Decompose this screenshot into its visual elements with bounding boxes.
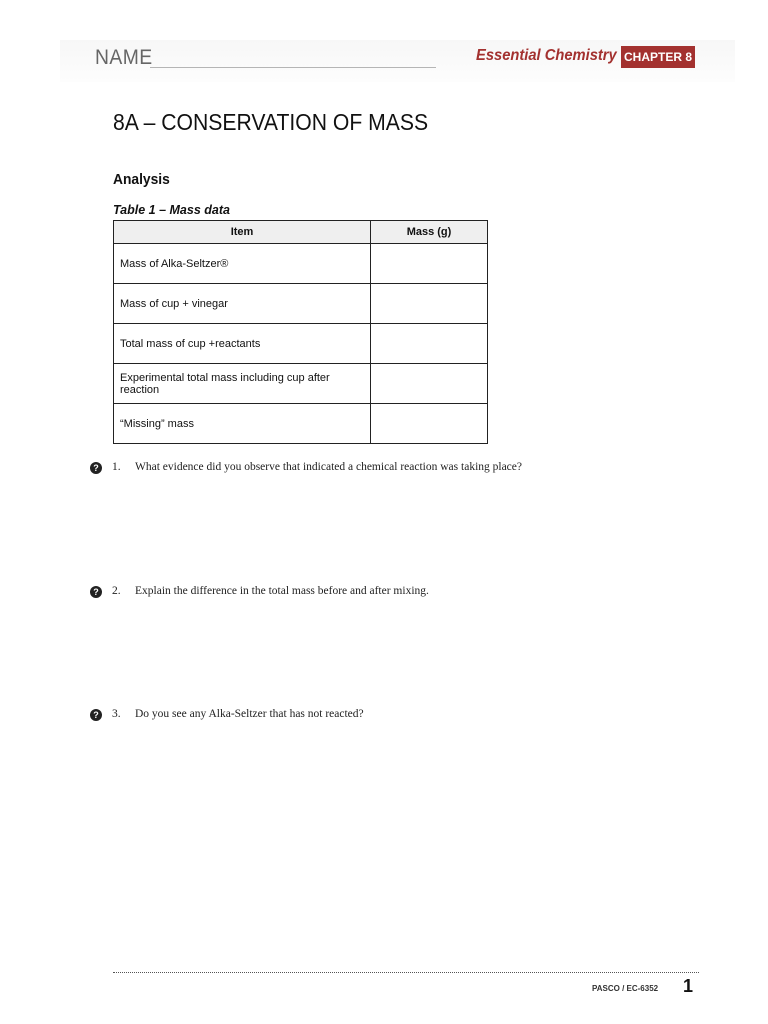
row-item-label: Mass of cup + vinegar	[114, 284, 371, 324]
mass-input-cell[interactable]	[371, 284, 488, 324]
name-label: NAME	[95, 46, 153, 69]
page-number: 1	[683, 976, 694, 996]
question-number: 2.	[112, 585, 121, 597]
footer-product-code: PASCO / EC-6352	[592, 984, 659, 993]
question-text: Explain the difference in the total mass before and after mixing.	[135, 585, 429, 597]
book-title: Essential Chemistry	[476, 47, 617, 64]
question-icon: ?	[90, 709, 102, 721]
table-row	[114, 404, 488, 444]
table-row	[114, 284, 488, 324]
mass-input-cell[interactable]	[371, 404, 488, 444]
column-header-mass: Mass (g)	[371, 221, 488, 244]
table-row	[114, 324, 488, 364]
row-item-label: Total mass of cup +reactants	[114, 324, 371, 364]
mass-input-cell[interactable]	[371, 244, 488, 284]
row-item-label: Experimental total mass including cup after reaction	[114, 364, 371, 404]
table-row	[114, 244, 488, 284]
question-icon: ?	[90, 586, 102, 598]
table-header-row	[114, 221, 488, 244]
question-text: Do you see any Alka-Seltzer that has not reacted?	[135, 708, 364, 720]
mass-data-table	[113, 220, 488, 444]
row-item-label: Mass of Alka-Seltzer®	[114, 244, 371, 284]
chapter-badge: CHAPTER 8	[621, 46, 695, 68]
question-number: 3.	[112, 708, 121, 720]
section-heading: Analysis	[113, 171, 170, 188]
mass-input-cell[interactable]	[371, 364, 488, 404]
question-number: 1.	[112, 461, 121, 473]
table-caption: Table 1 – Mass data	[113, 203, 230, 217]
table-row	[114, 364, 488, 404]
question-text: What evidence did you observe that indicated a chemical reaction was taking place?	[135, 461, 522, 473]
row-item-label: “Missing” mass	[114, 404, 371, 444]
page-title: 8A – CONSERVATION OF MASS	[113, 109, 429, 135]
column-header-item: Item	[114, 221, 371, 244]
question-icon: ?	[90, 462, 102, 474]
mass-input-cell[interactable]	[371, 324, 488, 364]
footer-divider	[113, 972, 699, 973]
name-field-line[interactable]	[150, 67, 436, 68]
